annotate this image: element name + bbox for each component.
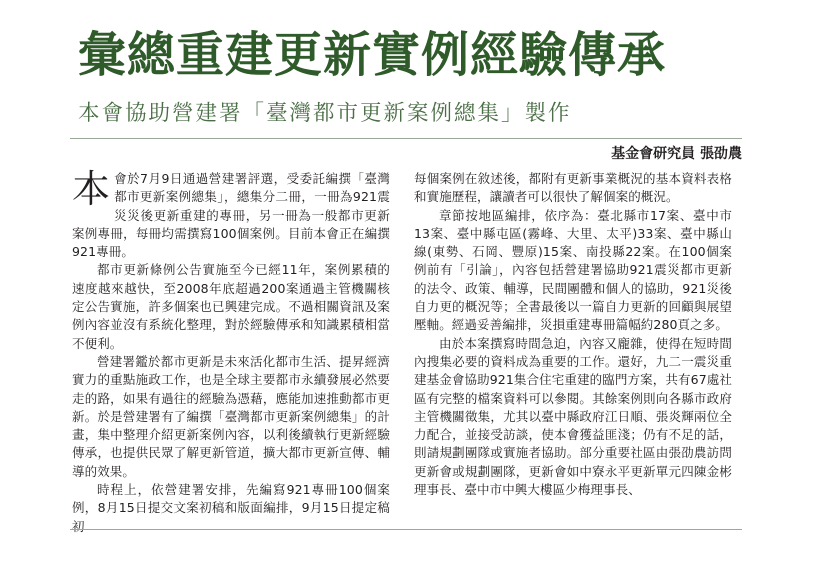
paragraph-5: 每個案例在敘述後，都附有更新事業概況的基本資料表格和實施歷程，讓讀者可以很快了解個案的概況。: [414, 171, 732, 205]
paragraph-3: 營建署鑑於都市更新是未來活化都市生活、提昇經濟實力的重點施政工作，也是全球主要都市永續發展必然要走的路，如果有過往的經驗為憑藉，應能加速推動都市更新。於是營建署有了編撰「臺灣都市更新案例總集」的計畫，集中整理介紹更新案例內容，以利後續執行更新經驗傳承，也提供民眾了解更新管道，擴大都市更新宣傳、輔導的效果。: [72, 353, 390, 479]
bottom-divider: [70, 529, 742, 530]
right-column: [414, 170, 732, 499]
paragraph-1-text: 會於7月9日通過營建署評選，受委託編撰「臺灣都市更新案例總集」，總集分二冊，一冊為921震災災後更新重建的專冊，另一冊為一般都市更新案例專冊，每冊均需撰寫100個案例。目前本會正在編撰921專冊。: [72, 171, 390, 260]
article-title: 彙總重建更新實例經驗傳承: [78, 27, 667, 83]
drop-cap: 本: [72, 167, 111, 211]
paragraph-6: 章節按地區編排，依序為：臺北縣市17案、臺中市13案、臺中縣屯區(霧峰、大里、太平)33案、臺中縣山線(東勢、石岡、豐原)15案、南投縣22案。在100個案例前有「引論」，內容包括營建署協助921震災都市更新的法令、政策、輔導，民間團體和個人的協助，921災後自力更的概況等；全書最後以一篇自力更新的回顧與展望壓軸。經過妥善編排，災損重建專冊篇幅約280頁之多。: [414, 207, 732, 333]
paragraph-1: [72, 167, 390, 261]
paragraph-2: 都市更新條例公告實施至今已經11年，案例累積的速度越來越快，至2008年底超過200案通過主管機關核定公告實施，許多個案也已興建完成。不過相關資訊及案例內容並沒有系統化整理，對於經驗傳承和知識累積相當不便利。: [72, 262, 390, 351]
article-subtitle: 本會協助營建署「臺灣都市更新案例總集」製作: [78, 101, 572, 126]
paragraph-4: 時程上，依營建署安排，先編寫921專冊100個案例，8月15日提交文案初稿和版面編排，9月15日提定稿初: [72, 482, 390, 534]
top-divider: [70, 138, 742, 139]
author-byline: 基金會研究員 張劭農: [611, 146, 742, 162]
left-column: [72, 167, 390, 536]
paragraph-7: 由於本案撰寫時間急迫，內容又龐雜，使得在短時間內搜集必要的資料成為重要的工作。還好，九二一震災重建基金會協助921集合住宅重建的臨門方案，共有67處社區有完整的檔案資料可以參閱。其餘案例則向各縣市政府主管機關徵集，尤其以臺中縣政府江日順、張炎輝兩位全力配合，並接受訪談，使本會獲益匪淺；仍有不足的話，則請規劃團隊或實施者協助。部分重要社區由張劭農訪問更新會或規劃團隊，更新會如中寮永平更新單元四陳金彬理事長、臺中市中興大樓區少梅理事長、: [414, 335, 732, 498]
